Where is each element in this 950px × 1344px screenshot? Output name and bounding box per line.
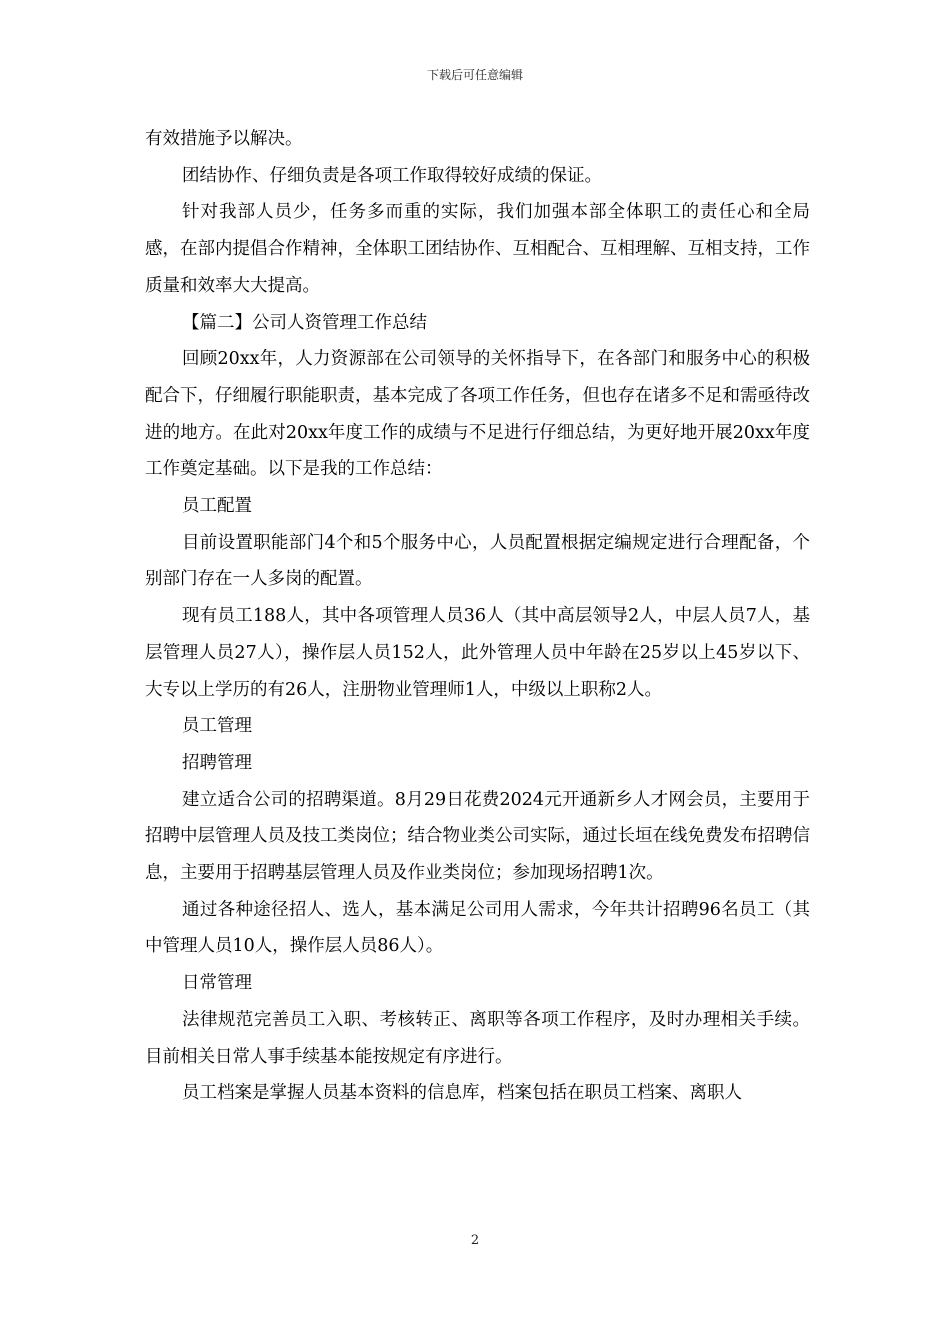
paragraph: 建立适合公司的招聘渠道。8月29日花费2024元开通新乡人才网会员，主要用于招聘中层管理人员及技工类岗位；结合物业类公司实际，通过长垣在线免费发布招聘信息，主要用于招聘基层管理人员及作业类岗位；参加现场招聘1次。: [145, 789, 810, 884]
paragraph: 有效措施予以解决。: [145, 129, 303, 149]
paragraph: 回顾20xx年，人力资源部在公司领导的关怀指导下，在各部门和服务中心的积极配合下，仔细履行职能职责，基本完成了各项工作任务，但也存在诸多不足和需亟待改进的地方。在此对20xx年度工作的成绩与不足进行仔细总结，为更好地开展20xx年度工作奠定基础。以下是我的工作总结：: [145, 349, 810, 480]
page-number: 2: [470, 1233, 480, 1248]
paragraph: 针对我部人员少，任务多而重的实际，我们加强本部全体职工的责任心和全局感，在部内提倡合作精神，全体职工团结协作、互相配合、互相理解、互相支持，工作质量和效率大大提高。: [145, 202, 810, 296]
subsection-heading: 日常管理: [182, 973, 252, 994]
paragraph: 通过各种途径招人、选人，基本满足公司用人需求，今年共计招聘96名员工（其中管理人员10人，操作层人员86人）。: [145, 899, 810, 957]
document-body: [145, 121, 810, 1112]
section-heading: 【篇二】公司人资管理工作总结: [182, 312, 427, 333]
paragraph: 法律规范完善员工入职、考核转正、离职等各项工作程序，及时办理相关手续。目前相关日常人事手续基本能按规定有序进行。: [145, 1009, 810, 1067]
subsection-heading: 员工管理: [182, 716, 252, 737]
paragraph: 团结协作、仔细负责是各项工作取得较好成绩的保证。: [182, 165, 602, 186]
paragraph: 现有员工188人，其中各项管理人员36人（其中高层领导2人，中层人员7人，基层管理人员27人），操作层人员152人，此外管理人员中年龄在25岁以上45岁以下、大专以上学历的有26人，注册物业管理师1人，中级以上职称2人。: [145, 606, 810, 700]
paragraph: 员工档案是掌握人员基本资料的信息库，档案包括在职员工档案、离职人: [182, 1083, 742, 1104]
subsection-heading: 员工配置: [182, 496, 252, 517]
page-header: 下载后可任意编辑: [426, 68, 523, 82]
paragraph: 目前设置职能部门4个和5个服务中心，人员配置根据定编规定进行合理配备，个别部门存在一人多岗的配置。: [145, 532, 810, 590]
subsection-heading: 招聘管理: [182, 752, 252, 773]
